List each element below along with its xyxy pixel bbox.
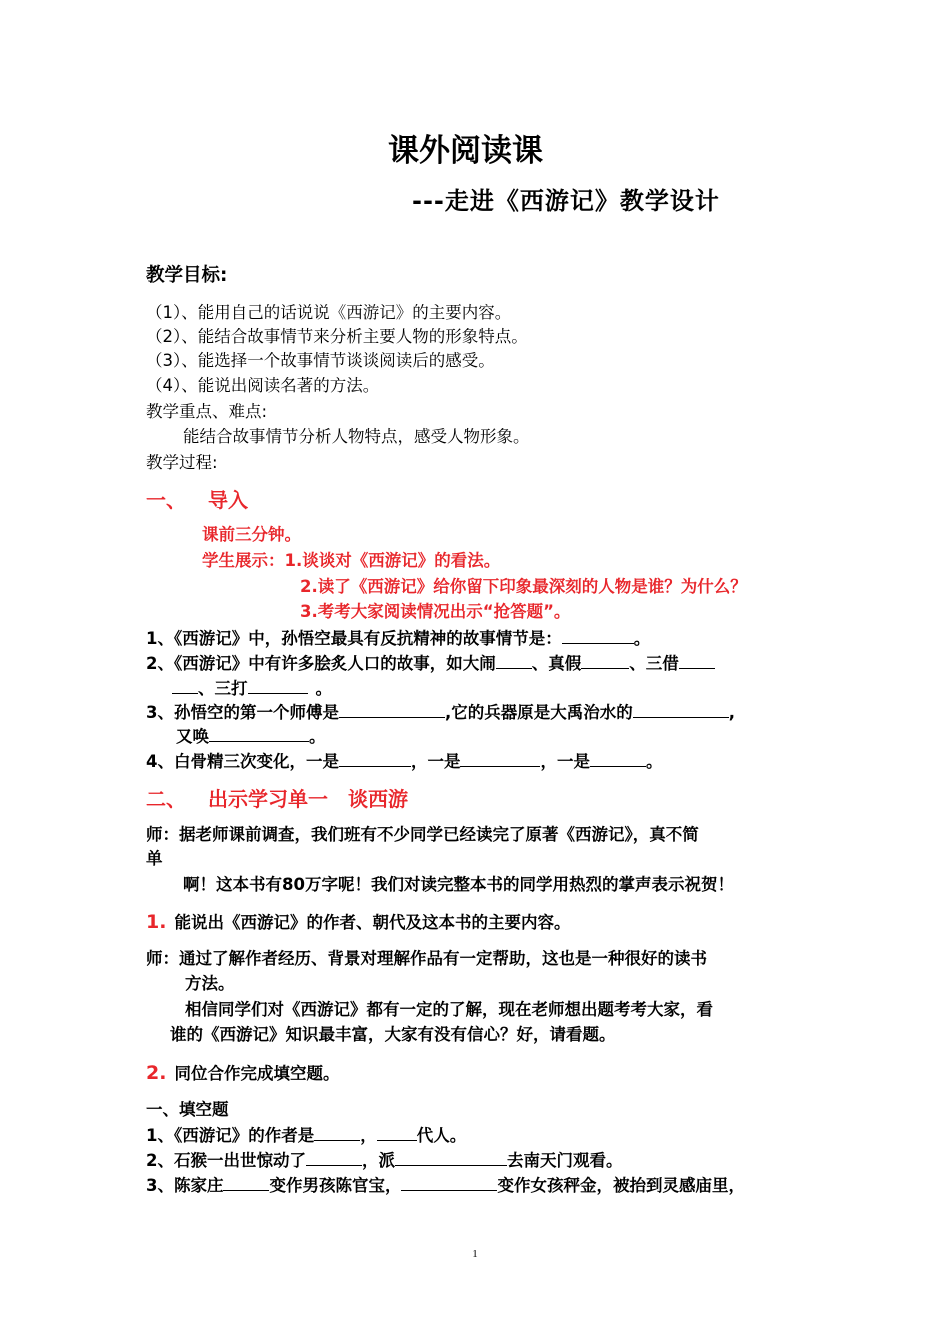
teacher-remark: 师：据老师课前调查，我们班有不少同学已经读完了原著《西游记》，真不简 (146, 825, 699, 844)
warmup-text: 课前三分钟。 (202, 525, 301, 544)
quiz-question-continued: 又唤 。 (176, 727, 326, 746)
section-title: 出示学习单一 (208, 787, 328, 811)
quiz-question: 1、《西游记》中，孙悟空最具有反抗精神的故事情节是： 。 (146, 629, 651, 648)
task-number: 1. (146, 911, 167, 933)
answer-blank[interactable] (562, 627, 634, 644)
answer-blank[interactable] (679, 652, 715, 669)
objective-item: （3）、能选择一个故事情节谈谈阅读后的感受。 (146, 351, 495, 370)
student-show-label: 学生展示： (202, 551, 285, 570)
objective-item: （2）、能结合故事情节来分析主要人物的形象特点。 (146, 327, 528, 346)
fill-question: 2、石猴一出世惊动了 ，派 去南天门观看。 (146, 1151, 623, 1170)
quiz-question-continued: 、三打 。 (172, 677, 332, 700)
answer-blank[interactable] (460, 750, 540, 767)
show-item: 2.读了《西游记》给你留下印象最深刻的人物是谁？为什么？ (300, 577, 747, 596)
answer-blank[interactable] (306, 1149, 362, 1166)
teacher-remark: 方法。 (185, 974, 235, 993)
objective-item: （4）、能说出阅读名著的方法。 (146, 376, 380, 395)
answer-blank[interactable] (581, 652, 629, 669)
teacher-remark: 谁的《西游记》知识最丰富，大家有没有信心？好，请看题。 (170, 1025, 616, 1044)
task-2: 2. 同位合作完成填空题。 (146, 1062, 340, 1084)
teacher-remark: 单 (146, 849, 163, 868)
quiz-question: 3、孙悟空的第一个师傅是 ,它的兵器原是大禹治水的 , (146, 703, 736, 722)
answer-blank[interactable] (395, 1149, 507, 1166)
answer-blank[interactable] (248, 677, 308, 694)
fill-heading: 一、填空题 (146, 1100, 229, 1119)
page-title: 课外阅读课 (388, 133, 543, 169)
section-1-heading (146, 486, 248, 514)
process-heading: 教学过程: (146, 453, 218, 472)
student-show-line (202, 550, 500, 572)
section-number: 一、 (146, 488, 186, 512)
page-number: 1 (472, 1248, 478, 1260)
teacher-remark: 师：通过了解作者经历、背景对理解作品有一定帮助，这也是一种很好的读书 (146, 949, 707, 968)
answer-blank[interactable] (496, 652, 532, 669)
objective-item: （1）、能用自己的话说说《西游记》的主要内容。 (146, 303, 512, 322)
section-subtitle: 谈西游 (348, 787, 408, 811)
answer-blank[interactable] (377, 1124, 417, 1141)
fill-question: 1、《西游记》的作者是 ， 代人。 (146, 1126, 467, 1145)
quiz-question: 4、白骨精三次变化，一是 ，一是 ，一是 。 (146, 752, 663, 771)
page-subtitle: ---走进《西游记》教学设计 (412, 187, 720, 215)
teacher-remark: 啊！这本书有80万字呢！我们对读完整本书的同学用热烈的掌声表示祝贺！ (183, 875, 734, 894)
answer-blank[interactable] (401, 1174, 497, 1191)
objectives-heading: 教学目标: (146, 265, 228, 286)
answer-blank[interactable] (223, 1174, 269, 1191)
answer-blank[interactable] (590, 750, 646, 767)
section-title: 导入 (208, 488, 248, 512)
section-2-heading (146, 785, 408, 813)
answer-blank[interactable] (209, 725, 309, 742)
show-item: 3.考考大家阅读情况出示“抢答题”。 (300, 602, 571, 621)
task-1: 1. 能说出《西游记》的作者、朝代及这本书的主要内容。 (146, 911, 571, 933)
answer-blank[interactable] (314, 1124, 360, 1141)
show-item: 1.谈谈对《西游记》的看法。 (284, 551, 501, 570)
teacher-remark: 相信同学们对《西游记》都有一定的了解，现在老师想出题考考大家，看 (185, 1000, 713, 1019)
key-points-heading: 教学重点、难点: (146, 402, 268, 421)
fill-question: 3、陈家庄 变作男孩陈官宝， 变作女孩秤金，被抬到灵感庙里， (146, 1176, 745, 1195)
quiz-question: 2、《西游记》中有许多脍炙人口的故事，如大闹 、真假 、三借 (146, 652, 715, 675)
answer-blank[interactable] (633, 701, 729, 718)
answer-blank[interactable] (339, 701, 445, 718)
key-points-text: 能结合故事情节分析人物特点，感受人物形象。 (183, 427, 530, 446)
task-number: 2. (146, 1062, 167, 1084)
section-number: 二、 (146, 787, 186, 811)
answer-blank[interactable] (172, 677, 198, 694)
answer-blank[interactable] (339, 750, 411, 767)
